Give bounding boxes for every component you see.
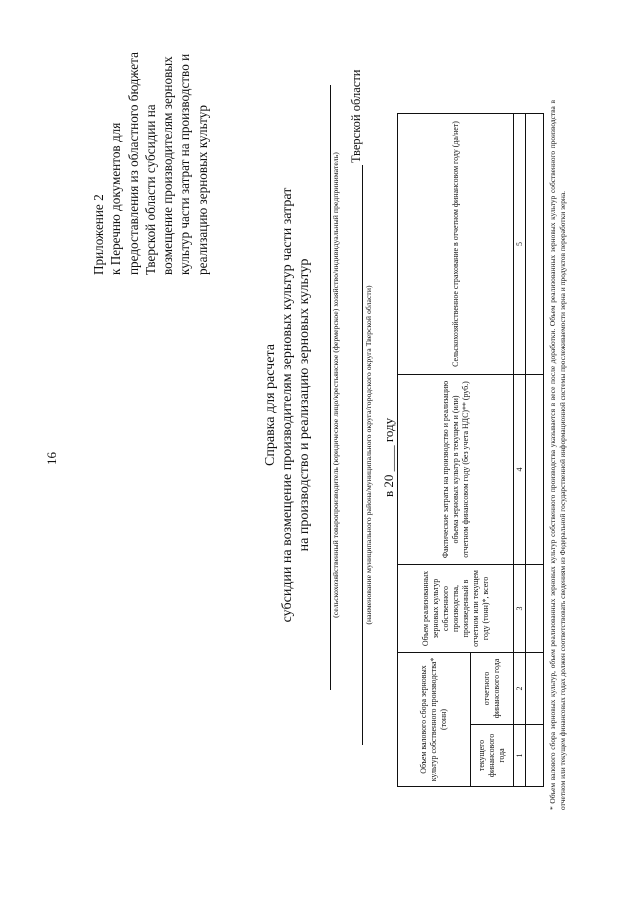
municipality-field-line xyxy=(362,165,363,745)
region-suffix: Тверской области xyxy=(349,69,363,163)
cell-reporting-year[interactable] xyxy=(526,652,544,724)
cell-current-year[interactable] xyxy=(526,725,544,787)
title-line-1: Справка для расчета xyxy=(263,344,278,466)
header-insurance: Сельскохозяйственное страхование в отчетном финансовом году (да/нет) xyxy=(398,113,514,374)
header-gross-harvest: Объем валового сбора зерновых культур собственного производства* (тонн) xyxy=(398,652,471,786)
footnote: * Объем валового сбора зерновых культур, объем реализованных зерновых культур собственного производства указывается в весе после доработки. Объем реализованных зерновых культур собственного производства в отчетном или текущем финансовых годах должен соответствовать сведениям из Федеральной государственной информационной системы прослеживаемости зерна и продуктов переработки зерна. xyxy=(548,100,567,810)
column-number-1: 1 xyxy=(514,725,526,787)
title-line-3: на производство и реализацию зерновых культур xyxy=(297,258,312,552)
page-number: 16 xyxy=(44,452,59,465)
column-number-4: 4 xyxy=(514,374,526,564)
cell-insurance[interactable] xyxy=(526,113,544,374)
header-reporting-year: отчетного финансового года xyxy=(471,652,514,724)
table-number-row xyxy=(514,113,526,786)
column-number-2: 2 xyxy=(514,652,526,724)
cell-actual-costs[interactable] xyxy=(526,374,544,564)
header-actual-costs: Фактические затраты на производство и реализацию объема зерновых культур в текущем и (или) отчетном финансовом году (без учета НДС)** (руб.) xyxy=(398,374,514,564)
calculation-table xyxy=(397,113,544,787)
title-line-2: субсидии на возмещение производителям зерновых культур части затрат xyxy=(280,187,295,623)
municipality-caption: (наименование муниципального района/муниципального округа/городского округа Тверской области) xyxy=(364,285,373,625)
appendix-text: к Перечню документов для предоставления из областного бюджета Тверской области субсидии на возмещение производителям зерновых культур части затрат на производство и реализацию зерновых культур xyxy=(108,52,210,275)
column-number-3: 3 xyxy=(514,564,526,652)
appendix-label: Приложение 2 xyxy=(91,194,106,275)
header-current-year: текущего финансового года xyxy=(471,725,514,787)
header-sold-volume: Объем реализованных зерновых культур собственного производства, произведенный в отчетном или текущем году (тонн)*, всего xyxy=(398,564,514,652)
recipient-caption: (сельскохозяйственный товаропроизводитель (юридическое лицо/крестьянское (фермерское) хозяйство/индивидуальный предприниматель) xyxy=(331,152,340,618)
year-line: в 20 ____ году xyxy=(381,417,396,497)
table-row xyxy=(526,113,544,786)
appendix-block xyxy=(90,45,211,275)
document-title xyxy=(262,125,313,685)
column-number-5: 5 xyxy=(514,113,526,374)
cell-sold-volume[interactable] xyxy=(526,564,544,652)
table-header-row-1 xyxy=(398,113,471,786)
